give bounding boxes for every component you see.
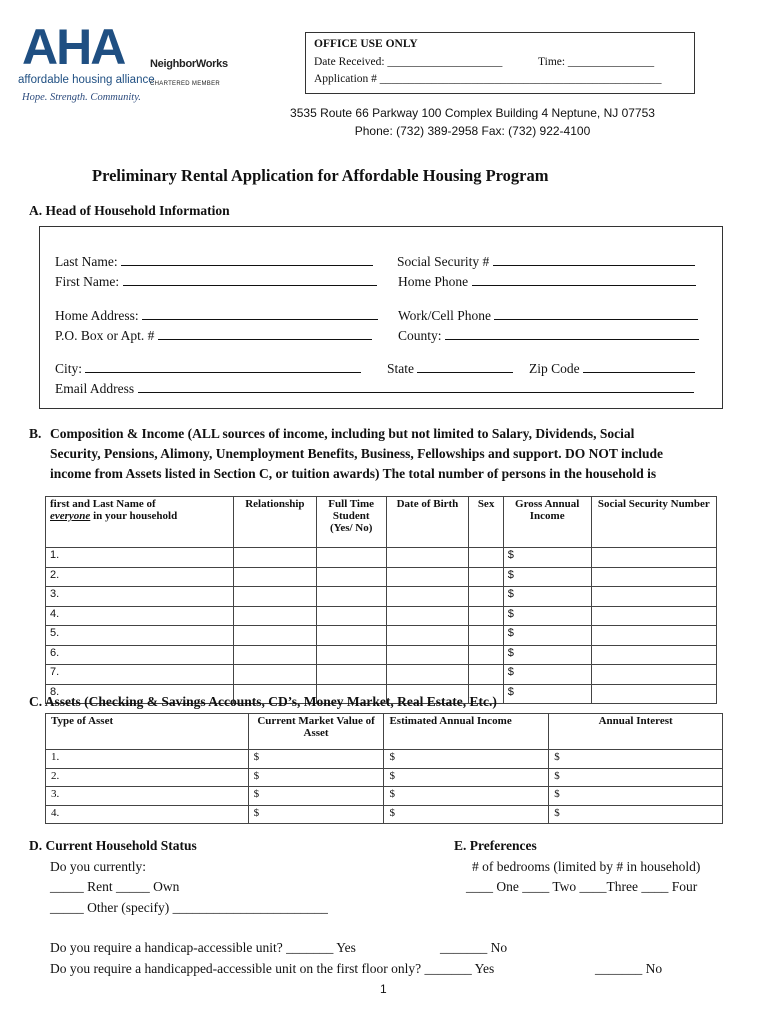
table-cell[interactable] (233, 548, 316, 568)
income-cell[interactable]: $ (503, 606, 591, 626)
table-cell[interactable] (386, 548, 469, 568)
phone-fax-line: Phone: (732) 389-2958 Fax: (732) 922-4100 (354, 124, 591, 138)
table-row (46, 587, 717, 607)
table-cell[interactable] (469, 567, 503, 587)
income-cell[interactable]: $ (503, 684, 591, 704)
asset-type-header: Type of Asset (46, 714, 249, 750)
table-cell[interactable] (233, 606, 316, 626)
member-name-cell[interactable]: 6. (46, 645, 234, 665)
table-cell[interactable] (233, 645, 316, 665)
asset-amount-cell[interactable]: $ (384, 750, 549, 769)
table-row (46, 787, 723, 806)
table-cell[interactable] (386, 606, 469, 626)
neighborworks-subtitle: CHARTERED MEMBER (150, 81, 221, 87)
asset-type-cell[interactable]: 4. (46, 805, 249, 824)
table-cell[interactable] (469, 587, 503, 607)
income-cell[interactable]: $ (503, 587, 591, 607)
table-header-row (46, 497, 717, 548)
handicap-unit-question[interactable]: Do you require a handicap-accessible unit? _______ Yes (50, 940, 356, 955)
first-name-field[interactable]: First Name: (55, 271, 377, 290)
time-field[interactable]: Time: _______________ (538, 56, 655, 68)
table-cell[interactable] (233, 567, 316, 587)
table-cell[interactable] (316, 645, 386, 665)
market-value-header: Current Market Value of Asset (248, 714, 384, 750)
table-cell[interactable] (591, 606, 716, 626)
date-received-field[interactable]: Date Received: ____________________ (314, 56, 503, 68)
table-cell[interactable] (591, 567, 716, 587)
po-box-field[interactable]: P.O. Box or Apt. # (55, 325, 372, 344)
table-row (46, 645, 717, 665)
section-b-heading (29, 424, 749, 484)
asset-type-cell[interactable]: 2. (46, 768, 249, 787)
work-phone-field[interactable]: Work/Cell Phone (398, 305, 698, 324)
table-row (46, 606, 717, 626)
relationship-column-header: Relationship (233, 497, 316, 548)
asset-amount-cell[interactable]: $ (248, 787, 384, 806)
table-cell[interactable] (469, 645, 503, 665)
sex-column-header: Sex (469, 497, 503, 548)
table-cell[interactable] (233, 665, 316, 685)
annual-income-header: Estimated Annual Income (384, 714, 549, 750)
asset-type-cell[interactable]: 3. (46, 787, 249, 806)
table-row (46, 548, 717, 568)
office-use-box (305, 32, 695, 94)
section-b-line: Security, Pensions, Alimony, Unemployment Benefits, Business, Fellowships and support. DO NOT include (50, 446, 663, 461)
aha-logo-subtitle: affordable housing alliance (18, 74, 155, 86)
income-cell[interactable]: $ (503, 645, 591, 665)
member-name-cell[interactable]: 5. (46, 626, 234, 646)
income-cell[interactable]: $ (503, 665, 591, 685)
income-cell[interactable]: $ (503, 626, 591, 646)
section-b-letter: B. (29, 426, 42, 441)
section-d-heading: D. Current Household Status (29, 838, 197, 853)
section-e-heading: E. Preferences (454, 838, 537, 853)
asset-amount-cell[interactable]: $ (248, 805, 384, 824)
section-a-heading: A. Head of Household Information (29, 203, 230, 218)
income-cell[interactable]: $ (503, 548, 591, 568)
first-floor-question[interactable]: Do you require a handicapped-accessible unit on the first floor only? _______ Yes (50, 961, 495, 976)
home-address-field[interactable]: Home Address: (55, 305, 378, 324)
asset-amount-cell[interactable]: $ (384, 787, 549, 806)
table-row (46, 567, 717, 587)
table-cell[interactable] (233, 626, 316, 646)
home-phone-field[interactable]: Home Phone (398, 271, 696, 290)
table-cell[interactable] (316, 548, 386, 568)
city-field[interactable]: City: (55, 358, 361, 377)
member-name-cell[interactable]: 1. (46, 548, 234, 568)
handicap-unit-no[interactable]: _______ No (440, 940, 508, 955)
asset-amount-cell[interactable]: $ (248, 768, 384, 787)
table-cell[interactable] (316, 626, 386, 646)
table-cell[interactable] (316, 587, 386, 607)
address-line: 3535 Route 66 Parkway 100 Complex Building 4 Neptune, NJ 07753 (290, 106, 655, 120)
ssn-field[interactable]: Social Security # (397, 251, 695, 270)
agency-address (230, 104, 715, 140)
annual-interest-header: Annual Interest (549, 714, 723, 750)
asset-type-cell[interactable]: 1. (46, 750, 249, 769)
dob-column-header: Date of Birth (386, 497, 469, 548)
household-composition-table (45, 496, 717, 704)
asset-amount-cell[interactable]: $ (549, 750, 723, 769)
aha-logo: AHA (22, 19, 125, 75)
application-number-field[interactable]: Application # _________________________________________________ (314, 73, 662, 85)
county-field[interactable]: County: (398, 325, 699, 344)
bedroom-options[interactable]: ____ One ____ Two ____Three ____ Four (466, 879, 698, 894)
asset-amount-cell[interactable]: $ (549, 768, 723, 787)
table-cell[interactable] (469, 626, 503, 646)
rent-own-options[interactable]: _____ Rent _____ Own (50, 879, 180, 894)
table-cell[interactable] (386, 645, 469, 665)
table-cell[interactable] (591, 548, 716, 568)
table-cell[interactable] (386, 665, 469, 685)
page-title: Preliminary Rental Application for Affordable Housing Program (92, 166, 549, 185)
section-b-line: Composition & Income (ALL sources of income, including but not limited to Salary, Dividends, Social (50, 426, 635, 441)
table-cell[interactable] (316, 606, 386, 626)
aha-tagline: Hope. Strength. Community. (22, 92, 141, 103)
asset-amount-cell[interactable]: $ (384, 768, 549, 787)
head-of-household-box (39, 226, 723, 409)
household-status-prompt: Do you currently: (50, 859, 146, 874)
assets-table (45, 713, 723, 824)
page-number: 1 (380, 982, 387, 996)
table-cell[interactable] (591, 645, 716, 665)
member-name-cell[interactable]: 8. (46, 684, 234, 704)
table-cell[interactable] (469, 606, 503, 626)
section-c-heading: C. Assets (Checking & Savings Accounts, CD’s, Money Market, Real Estate, Etc.) (29, 694, 497, 709)
table-cell[interactable] (386, 587, 469, 607)
student-column-header: Full Time Student (Yes/ No) (316, 497, 386, 548)
neighborworks-logo: NeighborWorks (150, 58, 228, 70)
ss-number-column-header: Social Security Number (591, 497, 716, 548)
zip-code-field[interactable]: Zip Code (529, 358, 695, 377)
last-name-field[interactable]: Last Name: (55, 251, 373, 270)
asset-amount-cell[interactable]: $ (384, 805, 549, 824)
state-field[interactable]: State (387, 358, 513, 377)
table-row (46, 665, 717, 685)
table-cell[interactable] (469, 548, 503, 568)
member-name-cell[interactable]: 2. (46, 567, 234, 587)
table-row (46, 768, 723, 787)
email-field[interactable]: Email Address (55, 378, 694, 397)
first-floor-no[interactable]: _______ No (595, 961, 663, 976)
office-use-title: OFFICE USE ONLY (314, 38, 418, 50)
asset-amount-cell[interactable]: $ (549, 787, 723, 806)
member-name-cell[interactable]: 7. (46, 665, 234, 685)
table-row (46, 750, 723, 769)
table-cell[interactable] (316, 665, 386, 685)
table-cell[interactable] (386, 626, 469, 646)
table-cell[interactable] (233, 587, 316, 607)
table-header-row (46, 714, 723, 750)
bedrooms-prompt: # of bedrooms (limited by # in household) (472, 859, 701, 874)
other-status-field[interactable]: _____ Other (specify) _______________________ (50, 900, 328, 915)
table-row (46, 805, 723, 824)
table-row (46, 626, 717, 646)
income-column-header: Gross Annual Income (503, 497, 591, 548)
table-cell[interactable] (591, 684, 716, 704)
table-cell[interactable] (591, 626, 716, 646)
asset-amount-cell[interactable]: $ (549, 805, 723, 824)
member-name-cell[interactable]: 4. (46, 606, 234, 626)
table-cell[interactable] (316, 567, 386, 587)
income-cell[interactable]: $ (503, 567, 591, 587)
table-cell[interactable] (386, 567, 469, 587)
asset-amount-cell[interactable]: $ (248, 750, 384, 769)
table-cell[interactable] (591, 587, 716, 607)
table-cell[interactable] (469, 665, 503, 685)
table-cell[interactable] (591, 665, 716, 685)
member-name-cell[interactable]: 3. (46, 587, 234, 607)
section-b-line: income from Assets listed in Section C, or tuition awards) The total number of persons in the household is (50, 466, 657, 481)
name-column-header: first and Last Name of everyone in your household (46, 497, 234, 548)
